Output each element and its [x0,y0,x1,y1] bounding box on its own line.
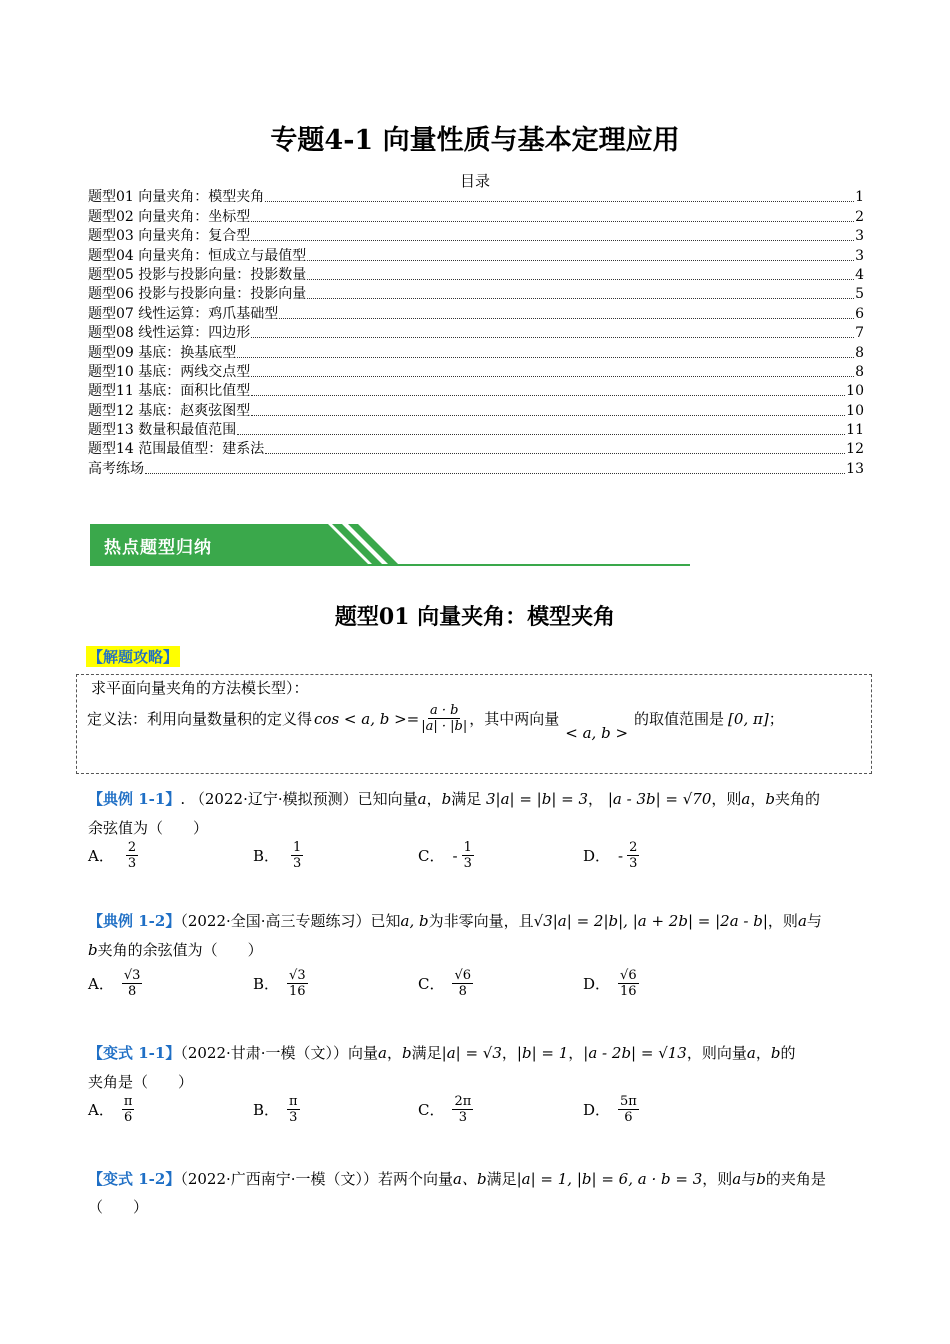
question-3-condition-1: |a| = √3 [441,1044,502,1062]
answer-option[interactable] [88,968,142,999]
toc-entry-label: 题型04 向量夹角：恒成立与最值型 [88,247,307,264]
question-4-source: （2022·广西南宁·一模（文））若两个向量 [180,1170,454,1188]
toc-entry[interactable] [88,304,864,323]
question-3-condition-2: |b| = 1 [516,1044,569,1062]
toc-entry-page: 12 [846,441,864,458]
toc-entry-label: 题型05 投影与投影向量：投影数量 [88,266,307,283]
option-fraction [618,1094,639,1125]
answer-option[interactable] [253,840,303,871]
separator: ， [568,1044,584,1062]
question-2-text: 夹角的余弦值为（ ） [97,941,263,959]
answer-option[interactable] [418,840,474,871]
question-2-text: 为非零向量，且 [428,912,534,930]
question-3-line-2: 夹角是（ ） [88,1073,194,1091]
option-denominator: 8 [127,984,137,999]
option-fraction [122,1094,135,1125]
option-label: B． [253,975,280,993]
strategy-tail: 的取值范围是 [634,710,725,728]
section-title: 题型01 向量夹角：模型夹角 [334,604,616,630]
question-1-dot: . [180,790,186,808]
var-a: a [746,1044,756,1062]
option-fraction [287,1094,300,1125]
banner-stripes-icon [268,524,398,566]
question-4-line-2: （ ） [88,1198,149,1216]
toc-entry-page: 2 [855,208,864,225]
question-2-line-1 [88,910,822,931]
option-label: D． [583,1101,611,1119]
question-4-vars: a、b [453,1170,487,1188]
option-denominator: 16 [620,984,637,999]
option-numerator: 2 [127,840,137,855]
toc-leader-dots [265,453,845,454]
toc-entry[interactable] [88,440,864,459]
toc-entry-page: 6 [855,305,864,322]
toc-entry-label: 高考练场 [88,460,144,477]
option-numerator: √6 [620,968,637,983]
toc-entry-page: 10 [846,383,864,400]
answer-option[interactable] [88,1094,134,1125]
answer-option[interactable] [583,840,639,871]
answer-option[interactable] [583,968,639,999]
option-denominator: 3 [127,856,137,871]
question-3-text: ，则向量 [686,1044,747,1062]
toc-entry[interactable] [88,421,864,440]
separator: ， [750,790,766,808]
question-3-source: （2022·甘肃·一模（文））向量 [180,1044,379,1062]
var-a: a [797,912,807,930]
toc-leader-dots [251,395,845,396]
toc-entry[interactable] [88,363,864,382]
option-fraction [452,968,473,999]
option-label: D． [583,975,611,993]
var-a: a [417,790,427,808]
option-denominator: 8 [458,984,467,999]
option-fraction [618,968,639,999]
toc-entry-label: 题型09 基底：换基底型 [88,344,237,361]
cos-numerator: a · b [430,703,459,718]
option-label: C． [418,975,445,993]
question-3-text: 满足 [411,1044,442,1062]
option-sign: - [452,846,458,865]
toc-entry-page: 7 [855,325,864,342]
banner-underline [90,564,690,566]
toc-leader-dots [251,376,854,377]
banner-text: 热点题型归纳 [104,538,212,558]
option-label: A． [88,1101,114,1119]
toc-leader-dots [251,415,845,416]
separator: ， [755,1044,771,1062]
var-b: b [756,1170,766,1188]
toc-entry-page: 4 [855,266,864,283]
answer-option[interactable] [583,1094,639,1125]
option-label: C． [418,1101,445,1119]
toc-entry-label: 题型11 基底：面积比值型 [88,383,251,400]
toc-entry-page: 3 [855,228,864,245]
option-label: C． [418,847,445,865]
cos-denominator: |a| · |b| [421,719,468,734]
question-4-text: 的夹角是 [765,1170,826,1188]
question-4-text: 满足 [486,1170,517,1188]
option-numerator: 1 [463,840,472,855]
question-4-line-1 [88,1168,826,1189]
toc-leader-dots [237,434,845,435]
answer-option[interactable] [253,968,308,999]
toc-entry-label: 题型14 范围最值型：建系法 [88,441,265,458]
option-numerator: 5π [620,1094,637,1109]
question-2-vars: a, b [400,912,429,930]
question-1-line-2: 余弦值为（ ） [88,819,209,837]
question-4-text: 与 [741,1170,757,1188]
option-numerator: 1 [293,840,302,855]
question-3-line-1 [88,1042,795,1063]
question-2-tag: 【典例 1-2】 [88,912,181,930]
toc-entry-label: 题型01 向量夹角：模型夹角 [88,189,265,206]
strategy-line-2 [87,703,784,742]
range-expression: [0, π] [728,709,769,728]
toc-entry[interactable] [88,401,864,420]
var-a: a [741,790,751,808]
option-numerator: √6 [454,968,472,983]
question-3-text: 的 [780,1044,796,1062]
toc-entry[interactable] [88,459,864,478]
toc-entry-label: 题型03 向量夹角：复合型 [88,228,251,245]
toc-entry-label: 题型02 向量夹角：坐标型 [88,208,251,225]
answer-option[interactable] [253,1094,300,1125]
toc-entry[interactable] [88,207,864,226]
question-1-condition-2: |a - 3b| = √70 [607,790,712,808]
option-fraction [291,840,303,871]
separator: ， [387,1044,403,1062]
option-label: B． [253,1101,280,1119]
question-1-line-1 [88,788,820,809]
toc-leader-dots [145,473,845,474]
option-label: A． [88,847,114,865]
option-numerator: π [289,1094,298,1109]
toc-leader-dots [307,298,854,299]
separator: ， [426,790,442,808]
page-title: 专题4-1 向量性质与基本定理应用 [270,125,680,156]
toc-leader-dots [265,201,854,202]
toc-entry[interactable] [88,285,864,304]
toc-entry-label: 题型08 线性运算：四边形 [88,325,251,342]
question-4-condition: |a| = 1, |b| = 6, a · b = 3 [516,1170,703,1188]
toc-leader-dots [251,240,854,241]
toc-entry-label: 题型10 基底：两线交点型 [88,363,251,380]
toc-entry-page: 11 [846,422,864,439]
question-2-text: ，则 [767,912,798,930]
section-banner [90,524,690,566]
strategy-text: 定义法：利用向量数量积的定义得 [87,710,313,728]
question-2-line-2 [88,939,263,960]
toc-leader-dots [307,279,854,280]
question-3-tag: 【变式 1-1】 [88,1044,181,1062]
option-numerator: √3 [123,968,141,983]
toc-entry[interactable] [88,324,864,343]
question-4-text: ，则 [702,1170,733,1188]
var-b: b [441,790,452,808]
toc-entry-page: 10 [846,402,864,419]
var-a: a [378,1044,387,1062]
option-numerator: 2 [629,840,638,855]
toc-entry-page: 3 [855,247,864,264]
question-4-tag: 【变式 1-2】 [88,1170,181,1188]
option-sign: - [618,846,624,865]
question-1-tag: 【典例 1-1】 [88,790,181,808]
toc-entry[interactable] [88,382,864,401]
toc-entry[interactable] [88,246,864,265]
separator: ， [588,790,604,808]
separator: ， [501,1044,517,1062]
option-numerator: π [123,1094,133,1109]
var-b: b [770,1044,781,1062]
option-numerator: √3 [289,968,306,983]
toc-entry-label: 题型07 线性运算：鸡爪基础型 [88,305,279,322]
toc-entry[interactable] [88,188,864,207]
angle-expression: < a, b > [565,723,629,742]
option-denominator: 6 [123,1110,133,1125]
option-fraction [126,840,138,871]
option-denominator: 16 [289,984,306,999]
toc-entry[interactable] [88,227,864,246]
toc-leader-dots [251,221,854,222]
toc-entry-page: 13 [846,460,864,477]
toc-leader-dots [279,318,854,319]
cos-fraction [419,703,469,734]
toc-entry-label: 题型12 基底：赵爽弦图型 [88,402,251,419]
question-2-text: 与 [806,912,822,930]
strategy-tag: 【解题攻略】 [88,648,179,666]
option-denominator: 3 [463,856,472,871]
strategy-mid: ，其中两向量 [469,710,560,728]
option-fraction [287,968,308,999]
question-1-condition-1: 3|a| = |b| = 3 [485,790,589,808]
question-1-text: ，则 [711,790,742,808]
var-b: b [402,1044,412,1062]
toc-entry[interactable] [88,266,864,285]
toc-entry-page: 1 [855,189,864,206]
var-b: b [88,941,98,959]
strategy-line-1: 求平面向量夹角的方法模长型）： [91,679,309,697]
option-label: B． [253,847,280,865]
cos-expression: cos < a, b >= [314,709,420,728]
option-denominator: 3 [289,1110,298,1125]
question-2-source: （2022·全国·高三专题练习）已知 [180,912,401,930]
toc-entry[interactable] [88,343,864,362]
table-of-contents [88,188,864,479]
question-3-condition-3: |a - 2b| = √13 [583,1044,687,1062]
option-fraction [122,968,143,999]
answer-option[interactable] [88,840,138,871]
answer-option[interactable] [418,968,473,999]
option-fraction [627,840,639,871]
toc-heading: 目录 [459,172,490,190]
question-1-text: 满足 [451,790,482,808]
toc-entry-label: 题型06 投影与投影向量：投影向量 [88,286,307,303]
toc-leader-dots [307,260,854,261]
option-fraction [452,1094,473,1125]
option-denominator: 3 [293,856,302,871]
option-label: D． [583,847,611,865]
option-denominator: 3 [629,856,638,871]
toc-entry-page: 5 [855,286,864,303]
toc-entry-page: 8 [855,344,864,361]
option-denominator: 6 [624,1110,633,1125]
var-a: a [732,1170,742,1188]
strategy-box [76,674,872,774]
strategy-semicolon: ； [768,710,784,728]
option-label: A． [88,975,114,993]
answer-option[interactable] [418,1094,473,1125]
question-2-condition: √3|a| = 2|b|, |a + 2b| = |2a - b| [533,912,768,930]
toc-entry-page: 8 [855,363,864,380]
question-1-text: 夹角的 [775,790,821,808]
option-numerator: 2π [454,1094,472,1109]
option-denominator: 3 [458,1110,468,1125]
toc-entry-label: 题型13 数量积最值范围 [88,422,237,439]
toc-leader-dots [237,357,854,358]
toc-leader-dots [251,337,854,338]
var-b: b [765,790,775,808]
question-1-source: （2022·辽宁·模拟预测）已知向量 [189,790,418,808]
option-fraction [462,840,474,871]
